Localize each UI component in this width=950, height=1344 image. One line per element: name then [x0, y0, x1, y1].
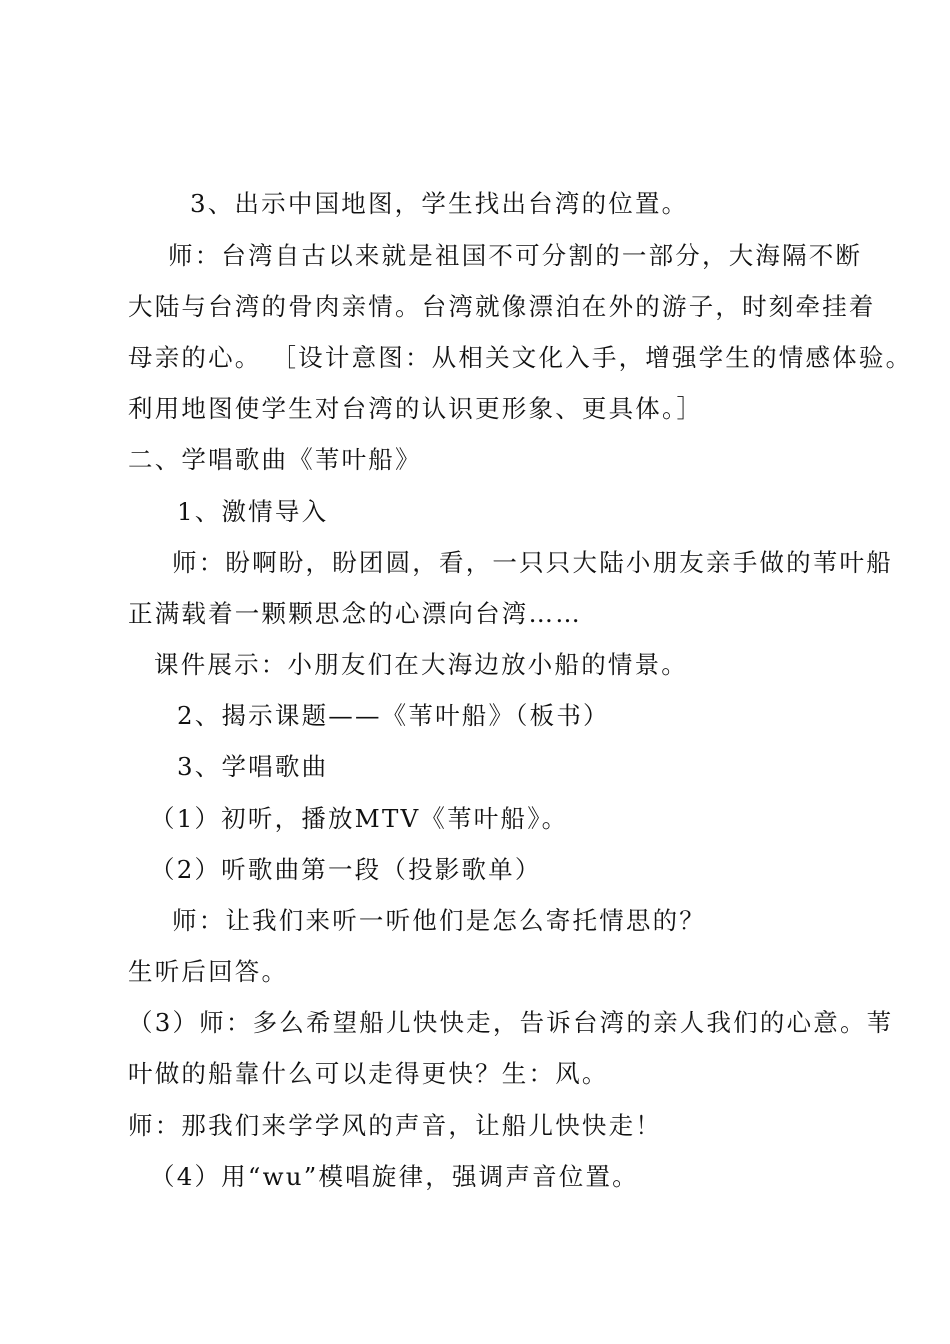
section-heading-learn-song: 二、学唱歌曲《苇叶船》: [128, 445, 422, 474]
text-line-listen-first-part: （2）听歌曲第一段（投影歌单）: [150, 855, 542, 884]
text-line-continent-taiwan: 大陆与台湾的骨肉亲情。台湾就像漂泊在外的游子，时刻牵挂着: [128, 292, 876, 321]
text-line-boat-faster: 叶做的船靠什么可以走得更快？生：风。: [128, 1059, 609, 1088]
text-line-teacher-hope: （3）师：多么希望船儿快快走，告诉台湾的亲人我们的心意。苇: [128, 1008, 894, 1037]
text-line-courseware: 课件展示：小朋友们在大海边放小船的情景。: [154, 650, 688, 679]
text-line-teacher-taiwan: 师：台湾自古以来就是祖国不可分割的一部分，大海隔不断: [168, 241, 863, 270]
text-line-hum-melody: （4）用“wu”模唱旋律，强调声音位置。: [150, 1162, 639, 1191]
text-line-intro: 1、激情导入: [177, 497, 329, 526]
text-line-step-3-map: 3、出示中国地图，学生找出台湾的位置。: [190, 189, 689, 218]
text-line-reveal-title: 2、揭示课题——《苇叶船》（板书）: [177, 701, 610, 730]
text-line-wind-sound: 师：那我们来学学风的声音，让船儿快快走！: [128, 1111, 662, 1140]
text-line-teacher-boats: 师：盼啊盼，盼团圆，看，一只只大陆小朋友亲手做的苇叶船: [172, 548, 893, 577]
text-line-design-intent: 母亲的心。 ［设计意图：从相关文化入手，增强学生的情感体验。: [128, 343, 913, 372]
text-line-learn-sing: 3、学唱歌曲: [177, 752, 329, 781]
text-line-teacher-question: 师：让我们来听一听他们是怎么寄托情思的？: [172, 906, 706, 935]
text-line-student-answer: 生听后回答。: [128, 957, 289, 986]
text-line-first-listen: （1）初听，播放MTV《苇叶船》。: [150, 804, 569, 833]
text-line-boats-carry: 正满载着一颗颗思念的心漂向台湾……: [128, 599, 582, 628]
text-line-map-usage: 利用地图使学生对台湾的认识更形象、更具体。］: [128, 394, 704, 423]
